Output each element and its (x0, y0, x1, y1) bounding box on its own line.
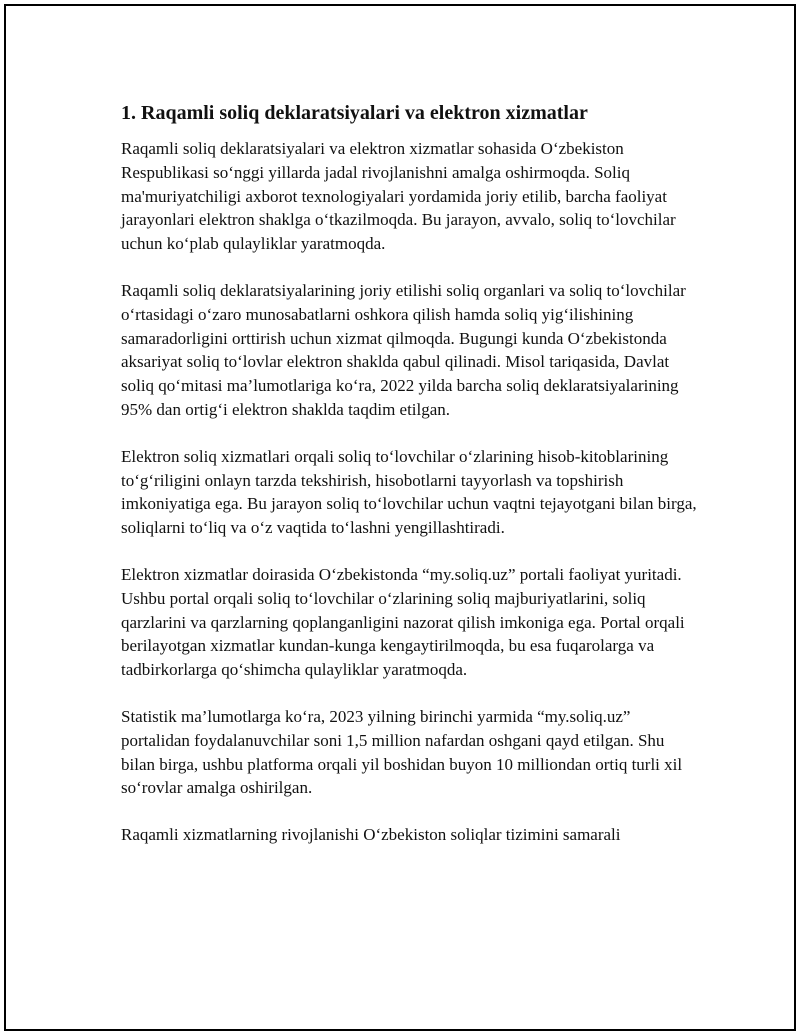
paragraph-2: Raqamli soliq deklaratsiyalarining joriy etilishi soliq organlari va soliq to‘lovchilar o‘rtasidagi o‘zaro munosabatlarni oshkora qilish hamda soliq yig‘ilishining samaradorligini orttirish uchun xizmat qilmoqda. Bugungi kunda O‘zbekistonda aksariyat soliq to‘lovlar elektron shaklda qabul qilinadi. Misol tariqasida, Davlat soliq qo‘mitasi ma’lumotlariga ko‘ra, 2022 yilda barcha soliq deklaratsiyalarining 95% dan ortig‘i elektron shaklda taqdim etilgan. (121, 280, 686, 419)
section-heading: 1. Raqamli soliq deklaratsiyalari va elektron xizmatlar (121, 102, 588, 124)
paragraph-3: Elektron soliq xizmatlari orqali soliq to‘lovchilar o‘zlarining hisob-kitoblarining to‘g‘riligini onlayn tarzda tekshirish, hisobotlarni tayyorlash va topshirish imkoniyatiga ega. Bu jarayon soliq to‘lovchilar uchun vaqtni tejayotgani bilan birga, soliqlarni to‘liq va o‘z vaqtida to‘lashni yengillashtiradi. (121, 446, 697, 538)
document-body (121, 101, 701, 870)
paragraph-6: Raqamli xizmatlarning rivojlanishi O‘zbekiston soliqlar tizimini samarali (121, 825, 621, 845)
page-frame (4, 4, 796, 1031)
paragraph-1: Raqamli soliq deklaratsiyalari va elektron xizmatlar sohasida O‘zbekiston Respublikasi so‘nggi yillarda jadal rivojlanishni amalga oshirmoqda. Soliq ma'muriyatchiligi axborot texnologiyalari yordamida joriy etilib, barcha faoliyat jarayonlari elektron shaklga o‘tkazilmoqda. Bu jarayon, avvalo, soliq to‘lovchilar uchun ko‘plab qulayliklar yaratmoqda. (121, 139, 676, 254)
paragraph-5: Statistik ma’lumotlarga ko‘ra, 2023 yilning birinchi yarmida “my.soliq.uz” portalidan foydalanuvchilar soni 1,5 million nafardan oshgani qayd etilgan. Shu bilan birga, ushbu platforma orqali yil boshidan buyon 10 milliondan ortiq turli xil so‘rovlar amalga oshirilgan. (121, 706, 683, 798)
paragraph-4: Elektron xizmatlar doirasida O‘zbekistonda “my.soliq.uz” portali faoliyat yuritadi. Ushbu portal orqali soliq to‘lovchilar o‘zlarining soliq majburiyatlarini, soliq qarzlarini va qarzlarning qoplanganligini nazorat qilish imkoniga ega. Portal orqali berilayotgan xizmatlar kundan-kunga kengaytirilmoqda, bu esa fuqarolarga va tadbirkorlarga qo‘shimcha qulayliklar yaratmoqda. (121, 564, 685, 680)
